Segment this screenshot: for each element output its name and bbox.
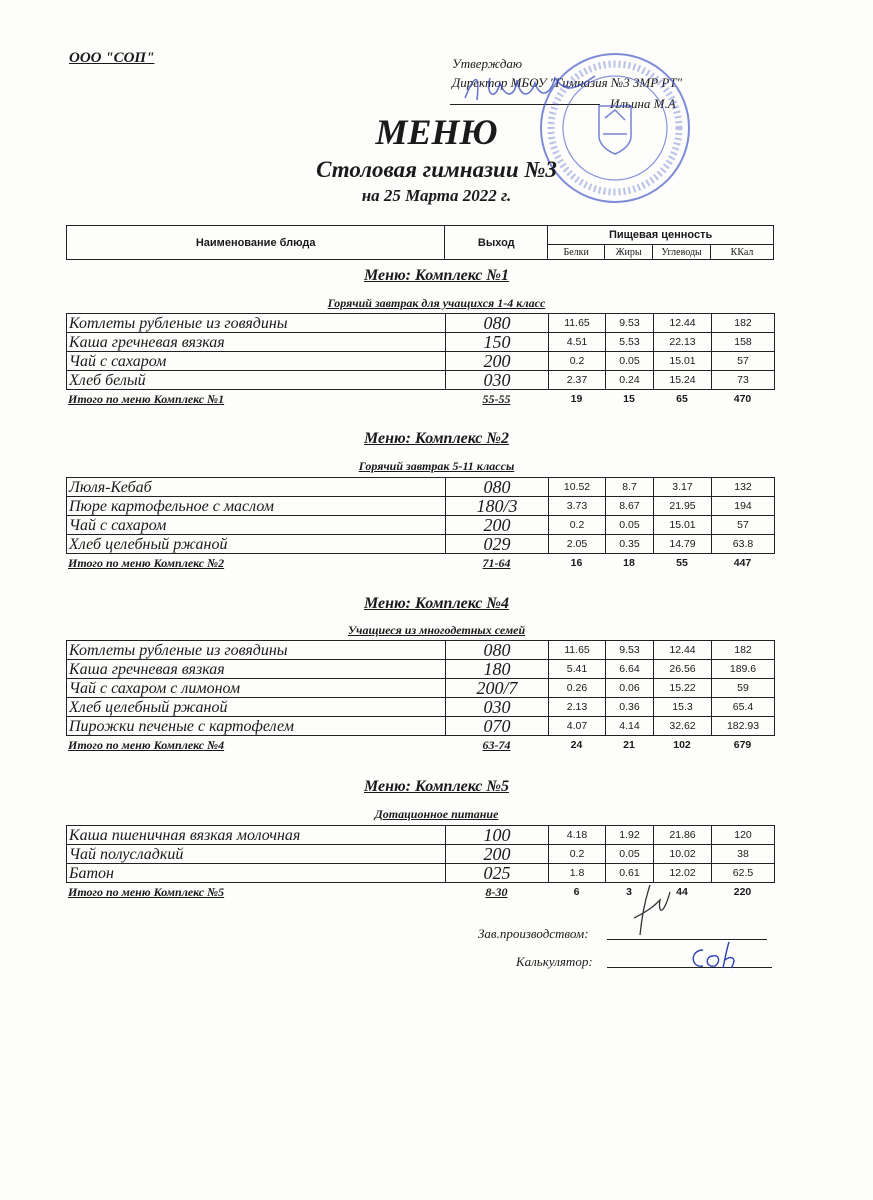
dish-output: 200 xyxy=(446,845,549,864)
dish-name: Чай полусладкий xyxy=(67,845,446,864)
organization-name: ООО "СОП" xyxy=(69,50,155,66)
total-kcal: 447 xyxy=(733,557,752,569)
header-kcal: ККал xyxy=(711,245,774,260)
dish-protein: 10.52 xyxy=(549,478,606,497)
total-output: 55-55 xyxy=(482,392,511,406)
dish-name: Люля-Кебаб xyxy=(67,478,446,497)
table-row xyxy=(67,478,775,497)
dish-carbs: 21.95 xyxy=(654,497,712,516)
dish-carbs: 15.3 xyxy=(654,698,712,717)
dish-fat: 8.7 xyxy=(606,478,654,497)
table-row xyxy=(67,314,775,333)
approval-position: Директор МБОУ "Гимназия №3 ЗМР РТ" xyxy=(452,75,683,90)
dish-carbs: 12.02 xyxy=(654,864,712,883)
dish-kcal: 158 xyxy=(712,333,775,352)
dish-carbs: 26.56 xyxy=(654,660,712,679)
total-kcal: 679 xyxy=(733,739,752,751)
dish-name: Котлеты рубленые из говядины xyxy=(67,641,446,660)
section-subtitle-text: Дотационное питание xyxy=(374,807,499,821)
total-fat: 3 xyxy=(626,886,632,898)
dish-name: Каша пшеничная вязкая молочная xyxy=(67,826,446,845)
section-total xyxy=(66,738,774,754)
dish-protein: 0.2 xyxy=(549,516,606,535)
dish-fat: 0.05 xyxy=(606,352,654,371)
dish-name: Каша гречневая вязкая xyxy=(67,333,446,352)
dish-kcal: 57 xyxy=(712,516,775,535)
dish-fat: 0.24 xyxy=(606,371,654,390)
total-protein: 6 xyxy=(573,886,580,898)
total-protein: 16 xyxy=(570,557,583,569)
dish-name: Чай с сахаром с лимоном xyxy=(67,679,446,698)
dish-fat: 4.14 xyxy=(606,717,654,736)
total-fat: 18 xyxy=(623,557,635,569)
dish-name: Котлеты рубленые из говядины xyxy=(67,314,446,333)
dish-fat: 9.53 xyxy=(606,641,654,660)
dish-output: 080 xyxy=(446,478,549,497)
approval-label: Утверждаю xyxy=(452,56,523,71)
dish-protein: 3.73 xyxy=(549,497,606,516)
section-title xyxy=(0,429,873,448)
dish-fat: 9.53 xyxy=(606,314,654,333)
dish-name: Батон xyxy=(67,864,446,883)
dish-output: 029 xyxy=(446,535,549,554)
header-nutrition: Пищевая ценность xyxy=(548,226,774,245)
section-total xyxy=(66,392,774,408)
total-protein: 19 xyxy=(570,393,583,405)
dish-protein: 4.18 xyxy=(549,826,606,845)
total-label: Итого по меню Комплекс №5 xyxy=(68,885,225,899)
dish-fat: 0.61 xyxy=(606,864,654,883)
dish-fat: 0.35 xyxy=(606,535,654,554)
total-output: 8-30 xyxy=(485,885,508,899)
dish-fat: 6.64 xyxy=(606,660,654,679)
table-row xyxy=(67,698,775,717)
section-subtitle xyxy=(0,296,873,310)
dish-carbs: 15.22 xyxy=(654,679,712,698)
dish-name: Хлеб целебный ржаной xyxy=(67,698,446,717)
dish-kcal: 182 xyxy=(712,314,775,333)
header-carbs: Углеводы xyxy=(653,245,711,260)
dish-output: 080 xyxy=(446,641,549,660)
dish-output: 180/3 xyxy=(446,497,549,516)
menu-table xyxy=(66,825,775,883)
section-subtitle-text: Горячий завтрак 5-11 классы xyxy=(358,459,515,473)
dish-output: 030 xyxy=(446,698,549,717)
dish-fat: 1.92 xyxy=(606,826,654,845)
dish-output: 200 xyxy=(446,516,549,535)
dish-kcal: 189.6 xyxy=(712,660,775,679)
table-row xyxy=(67,641,775,660)
section-subtitle xyxy=(0,623,873,637)
dish-output: 080 xyxy=(446,314,549,333)
dish-protein: 11.65 xyxy=(549,641,606,660)
dish-output: 200 xyxy=(446,352,549,371)
dish-name: Каша гречневая вязкая xyxy=(67,660,446,679)
production-head-label: Зав.производством: xyxy=(478,926,589,941)
dish-name: Пирожки печеные с картофелем xyxy=(67,717,446,736)
dish-carbs: 12.44 xyxy=(654,314,712,333)
total-carbs: 44 xyxy=(676,886,688,898)
table-row xyxy=(67,679,775,698)
dish-kcal: 38 xyxy=(712,845,775,864)
dish-protein: 0.2 xyxy=(549,352,606,371)
page-subtitle: Столовая гимназии №3 xyxy=(316,157,557,182)
dish-name: Чай с сахаром xyxy=(67,352,446,371)
header-output: Выход xyxy=(445,226,548,260)
calculator-label: Калькулятор: xyxy=(516,954,593,969)
section-total xyxy=(66,556,774,572)
menu-date: на 25 Марта 2022 г. xyxy=(361,186,512,205)
dish-output: 200/7 xyxy=(446,679,549,698)
dish-carbs: 15.24 xyxy=(654,371,712,390)
dish-protein: 4.51 xyxy=(549,333,606,352)
dish-fat: 0.06 xyxy=(606,679,654,698)
section-subtitle-text: Горячий завтрак для учащихся 1-4 класс xyxy=(327,296,546,310)
production-head-signature xyxy=(620,880,690,940)
dish-protein: 11.65 xyxy=(549,314,606,333)
dish-fat: 0.36 xyxy=(606,698,654,717)
dish-carbs: 22.13 xyxy=(654,333,712,352)
total-label: Итого по меню Комплекс №2 xyxy=(68,556,225,570)
dish-protein: 2.13 xyxy=(549,698,606,717)
nutrition-header-table xyxy=(66,225,774,260)
total-carbs: 55 xyxy=(676,557,688,569)
dish-output: 030 xyxy=(446,371,549,390)
dish-fat: 8.67 xyxy=(606,497,654,516)
dish-output: 150 xyxy=(446,333,549,352)
dish-protein: 1.8 xyxy=(549,864,606,883)
total-carbs: 102 xyxy=(673,739,691,751)
dish-carbs: 14.79 xyxy=(654,535,712,554)
dish-carbs: 10.02 xyxy=(654,845,712,864)
dish-kcal: 73 xyxy=(712,371,775,390)
total-kcal: 470 xyxy=(733,393,752,405)
dish-fat: 0.05 xyxy=(606,516,654,535)
table-row xyxy=(67,352,775,371)
section-subtitle-text: Учащиеся из многодетных семей xyxy=(347,623,526,637)
header-fat: Жиры xyxy=(605,245,653,260)
table-row xyxy=(67,497,775,516)
total-kcal: 220 xyxy=(733,886,752,898)
dish-kcal: 182.93 xyxy=(712,717,775,736)
section-title xyxy=(0,594,873,613)
dish-protein: 5.41 xyxy=(549,660,606,679)
dish-carbs: 15.01 xyxy=(654,352,712,371)
table-row xyxy=(67,660,775,679)
dish-kcal: 182 xyxy=(712,641,775,660)
table-row xyxy=(67,535,775,554)
section-title xyxy=(0,266,873,285)
dish-kcal: 65.4 xyxy=(712,698,775,717)
menu-table xyxy=(66,313,775,390)
total-protein: 24 xyxy=(570,739,583,751)
dish-kcal: 120 xyxy=(712,826,775,845)
section-title xyxy=(0,777,873,796)
table-row xyxy=(67,333,775,352)
dish-carbs: 3.17 xyxy=(654,478,712,497)
dish-kcal: 194 xyxy=(712,497,775,516)
section-title-text: Меню: Комплекс №2 xyxy=(363,430,510,447)
dish-kcal: 132 xyxy=(712,478,775,497)
dish-fat: 5.53 xyxy=(606,333,654,352)
page-title: МЕНЮ xyxy=(375,112,498,152)
table-row xyxy=(67,826,775,845)
total-label: Итого по меню Комплекс №1 xyxy=(68,392,225,406)
menu-table xyxy=(66,640,775,736)
dish-protein: 2.05 xyxy=(549,535,606,554)
dish-fat: 0.05 xyxy=(606,845,654,864)
dish-kcal: 63.8 xyxy=(712,535,775,554)
dish-carbs: 32.62 xyxy=(654,717,712,736)
calculator-signature xyxy=(685,940,745,972)
dish-protein: 0.26 xyxy=(549,679,606,698)
section-title-text: Меню: Комплекс №4 xyxy=(363,595,510,612)
dish-output: 070 xyxy=(446,717,549,736)
dish-carbs: 21.86 xyxy=(654,826,712,845)
total-label: Итого по меню Комплекс №4 xyxy=(68,738,225,752)
dish-name: Хлеб белый xyxy=(67,371,446,390)
dish-name: Хлеб целебный ржаной xyxy=(67,535,446,554)
dish-kcal: 62.5 xyxy=(712,864,775,883)
header-protein: Белки xyxy=(548,245,605,260)
section-title-text: Меню: Комплекс №1 xyxy=(363,267,510,284)
menu-table xyxy=(66,477,775,554)
total-fat: 15 xyxy=(623,393,635,405)
dish-output: 025 xyxy=(446,864,549,883)
dish-output: 100 xyxy=(446,826,549,845)
section-subtitle xyxy=(0,807,873,821)
total-carbs: 65 xyxy=(676,393,688,405)
dish-output: 180 xyxy=(446,660,549,679)
approval-name: Ильина М.А xyxy=(610,96,676,111)
dish-kcal: 59 xyxy=(712,679,775,698)
total-output: 71-64 xyxy=(482,556,511,570)
section-subtitle xyxy=(0,459,873,473)
dish-protein: 0.2 xyxy=(549,845,606,864)
dish-kcal: 57 xyxy=(712,352,775,371)
table-row xyxy=(67,371,775,390)
dish-carbs: 15.01 xyxy=(654,516,712,535)
table-row xyxy=(67,845,775,864)
table-row xyxy=(67,516,775,535)
dish-name: Пюре картофельное с маслом xyxy=(67,497,446,516)
dish-protein: 2.37 xyxy=(549,371,606,390)
total-output: 63-74 xyxy=(482,738,511,752)
dish-name: Чай с сахаром xyxy=(67,516,446,535)
header-dish: Наименование блюда xyxy=(67,226,445,260)
dish-carbs: 12.44 xyxy=(654,641,712,660)
table-row xyxy=(67,717,775,736)
total-fat: 21 xyxy=(623,739,635,751)
dish-protein: 4.07 xyxy=(549,717,606,736)
section-title-text: Меню: Комплекс №5 xyxy=(363,778,510,795)
